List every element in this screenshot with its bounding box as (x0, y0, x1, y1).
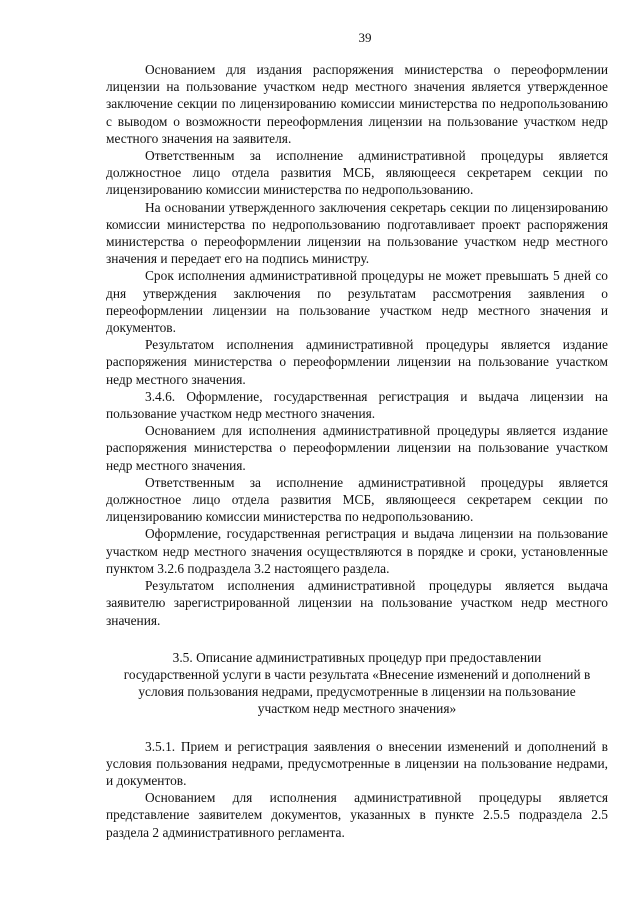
paragraph-responsible-official-issuance: Ответственным за исполнение административной процедуры является должностное лицо отдела развития МСБ, являющееся секретарем секции по лицензированию комиссии министерства по недропользованию. (106, 474, 608, 525)
page-number: 39 (358, 30, 372, 45)
paragraph-registration-order: Оформление, государственная регистрация и выдача лицензии на пользование участком недр местного значения осуществляются в порядке и сроки, установленные пунктом 3.2.6 подраздела 3.2 настоящего раздела. (106, 526, 608, 576)
paragraph-result-issuance: Результатом исполнения административной процедуры является выдача заявителю зарегистрированной лицензии на пользование участком недр местного значения. (106, 578, 608, 628)
section-heading-3-5 (106, 649, 608, 718)
paragraph-deadline: Срок исполнения административной процедуры не может превышать 5 дней со дня утверждения заключения по результатам рассмотрения заявления о переоформлении лицензии на пользование участком недр местного значения и документов. (106, 268, 608, 336)
paragraph-result-decree: Результатом исполнения административной процедуры является издание распоряжения министерства о переоформлении лицензии на пользование участком недр местного значения. (106, 337, 608, 387)
section-heading-line: государственной услуги в части результата «Внесение изменений и дополнений в условия пользования недрами, предусмотренные в лицензии на пользование участком недр местного значения» (123, 666, 591, 717)
paragraph-responsible-official: Ответственным за исполнение административной процедуры является должностное лицо отдела развития МСБ, являющееся секретарем секции по лицензированию комиссии министерства по недропользованию. (106, 148, 608, 198)
body-text-after-heading (106, 738, 608, 841)
paragraph-basis-issuance: Основанием для исполнения административной процедуры является издание распоряжения министерства о переоформлении лицензии на пользование участком недр местного значения. (106, 423, 608, 473)
body-text-before-heading (106, 61, 608, 629)
paragraph-basis-documents: Основанием для исполнения административной процедуры является представление заявителем документов, указанных в пункте 2.5.5 подраздела 2.5 раздела 2 административного регламента. (106, 790, 608, 840)
paragraph-basis-decree: Основанием для издания распоряжения министерства о переоформлении лицензии на пользование участком недр местного значения является утвержденное заключение секции по лицензированию комиссии министерства по недропользованию с выводом о возможности переоформления лицензии на пользование участком недр местного значения на заявителя. (106, 62, 608, 146)
paragraph-draft-decree: На основании утвержденного заключения секретарь секции по лицензированию комиссии министерства по недропользованию подготавливает проект распоряжения министерства о переоформлении лицензии на пользование участком недр местного значения и передает его на подпись министру. (106, 199, 608, 267)
paragraph-item-3-4-6: 3.4.6. Оформление, государственная регистрация и выдача лицензии на пользование участком недр местного значения. (106, 388, 608, 422)
section-heading-line: 3.5. Описание административных процедур при предоставлении (172, 649, 542, 665)
paragraph-item-3-5-1: 3.5.1. Прием и регистрация заявления о внесении изменений и дополнений в условия пользования недрами, предусмотренные в лицензии на пользование недрами, и документов. (106, 738, 608, 788)
